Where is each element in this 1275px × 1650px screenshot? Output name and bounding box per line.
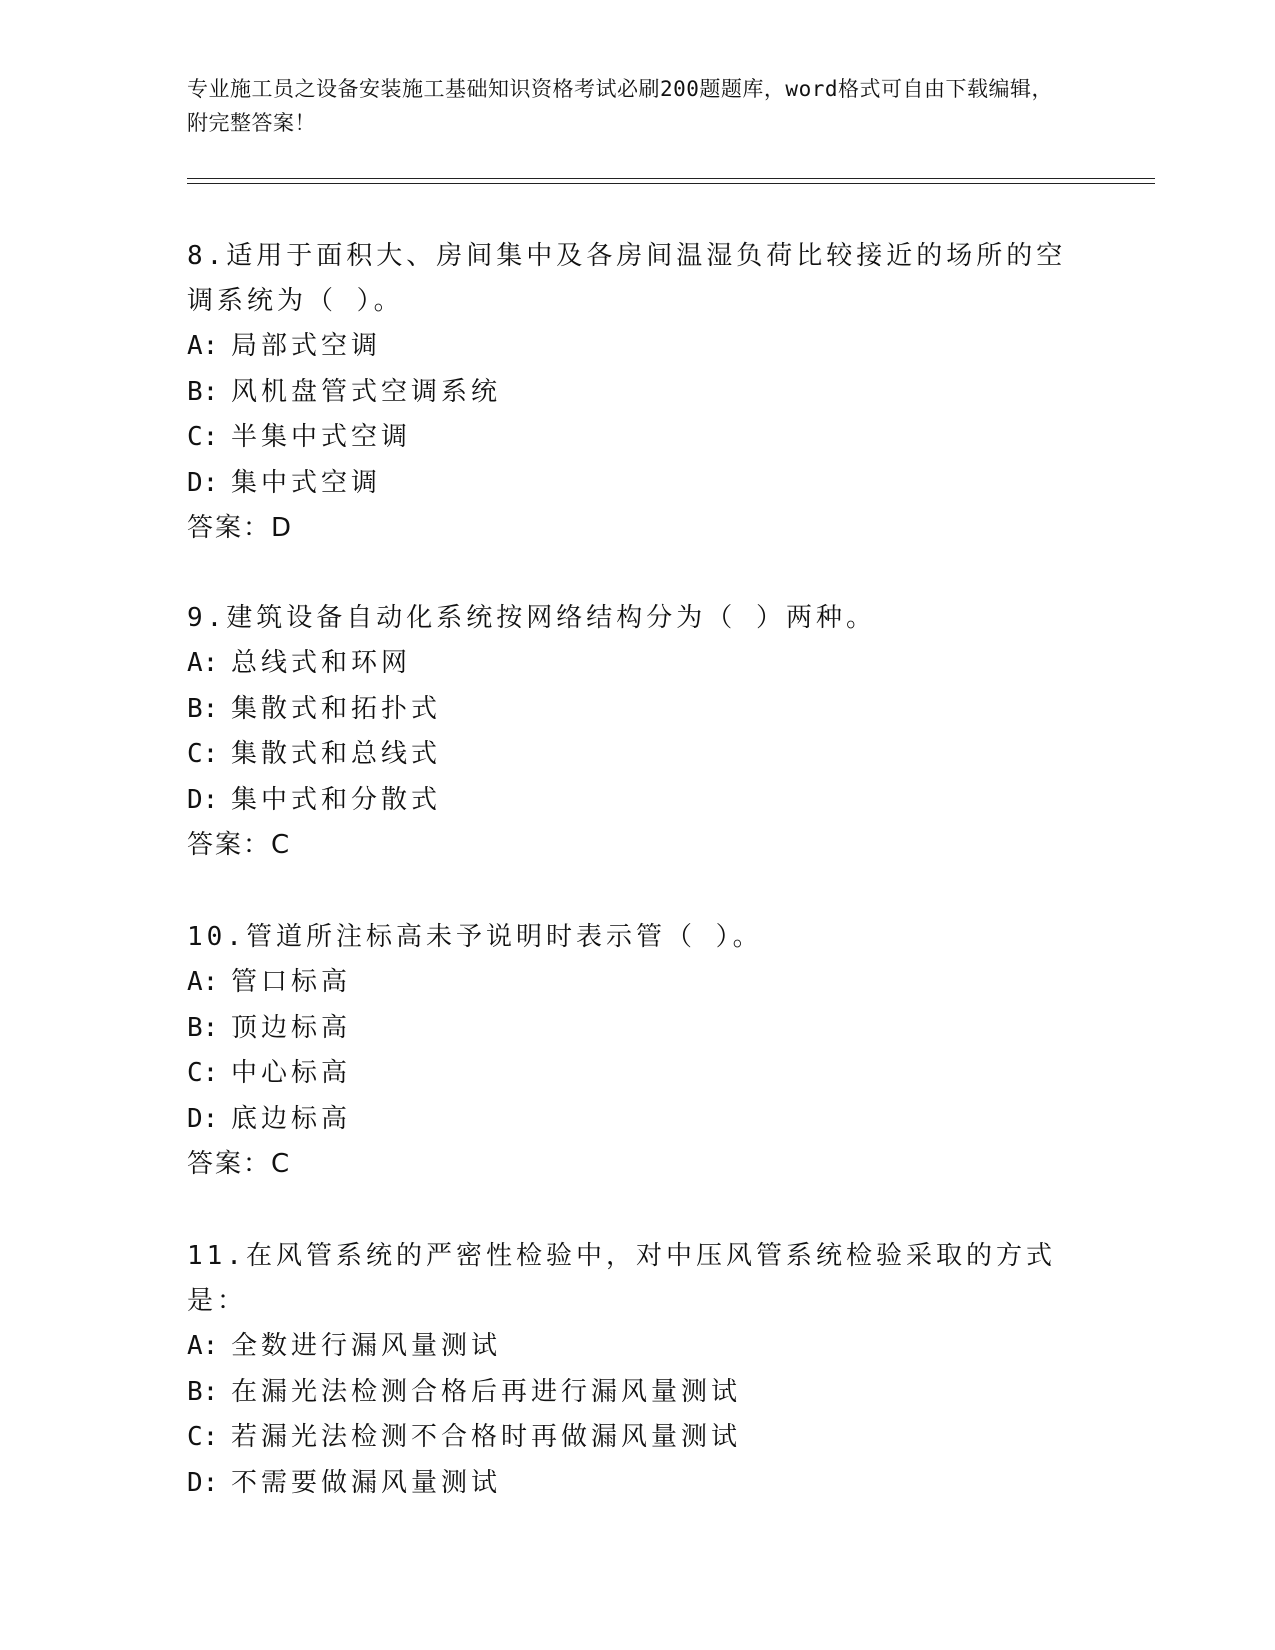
option-text: 若漏光法检测不合格时再做漏风量测试 <box>231 1422 742 1452</box>
option-c <box>187 1415 1087 1461</box>
option-a <box>187 960 1087 1006</box>
option-text: 风机盘管式空调系统 <box>231 376 502 407</box>
option-d <box>187 1461 1087 1507</box>
option-a <box>187 324 1087 370</box>
option-b <box>187 370 1087 416</box>
option-letter: B: <box>187 693 219 724</box>
option-letter: A: <box>187 331 219 361</box>
option-text: 顶边标高 <box>231 1012 352 1043</box>
document-header <box>187 72 1067 140</box>
option-letter: A: <box>187 648 219 678</box>
option-letter: B: <box>187 1376 219 1407</box>
question-stem: 8.适用于面积大、房间集中及各房间温湿负荷比较接近的场所的空调系统为（ ）。 <box>187 241 1067 316</box>
option-text: 局部式空调 <box>231 331 382 361</box>
option-letter: C: <box>187 1058 219 1088</box>
option-text: 管口标高 <box>231 967 352 997</box>
answer-line: 答案：C <box>187 830 292 860</box>
option-text: 集中式和分散式 <box>231 784 442 815</box>
option-letter: B: <box>187 376 219 407</box>
option-letter: C: <box>187 1422 219 1452</box>
option-a <box>187 641 1087 687</box>
option-c <box>187 1051 1087 1097</box>
option-b <box>187 1006 1087 1052</box>
answer-line: 答案：C <box>187 1149 292 1179</box>
option-text: 底边标高 <box>231 1103 352 1134</box>
question-10 <box>187 915 1087 1187</box>
header-divider-top <box>187 178 1155 179</box>
question-9 <box>187 596 1087 868</box>
question-stem: 11.在风管系统的严密性检验中，对中压风管系统检验采取的方式是： <box>187 1241 1056 1316</box>
header-divider-bottom <box>187 183 1155 184</box>
option-text: 半集中式空调 <box>231 422 412 452</box>
question-8 <box>187 234 1087 551</box>
option-d <box>187 461 1087 507</box>
question-11 <box>187 1234 1087 1506</box>
option-text: 总线式和环网 <box>231 648 412 678</box>
option-c <box>187 415 1087 461</box>
option-letter: D: <box>187 1467 219 1498</box>
option-text: 全数进行漏风量测试 <box>231 1331 502 1361</box>
answer-line: 答案：D <box>187 513 294 543</box>
option-letter: C: <box>187 739 219 769</box>
option-text: 不需要做漏风量测试 <box>231 1467 502 1498</box>
option-text: 集中式空调 <box>231 467 382 498</box>
option-text: 在漏光法检测合格后再进行漏风量测试 <box>231 1376 742 1407</box>
option-a <box>187 1324 1087 1370</box>
header-text: 专业施工员之设备安装施工基础知识资格考试必刷200题题库，word格式可自由下载编辑，附完整答案！ <box>187 77 1053 135</box>
option-letter: B: <box>187 1012 219 1043</box>
option-text: 中心标高 <box>231 1058 352 1088</box>
option-d <box>187 1097 1087 1143</box>
option-letter: C: <box>187 422 219 452</box>
question-stem: 9.建筑设备自动化系统按网络结构分为（ ）两种。 <box>187 603 876 633</box>
option-letter: A: <box>187 1331 219 1361</box>
option-text: 集散式和总线式 <box>231 739 442 769</box>
option-letter: D: <box>187 467 219 498</box>
option-letter: D: <box>187 784 219 815</box>
option-b <box>187 687 1087 733</box>
question-stem: 10.管道所注标高未予说明时表示管（ ）。 <box>187 922 763 952</box>
option-b <box>187 1370 1087 1416</box>
option-letter: A: <box>187 967 219 997</box>
option-letter: D: <box>187 1103 219 1134</box>
option-d <box>187 778 1087 824</box>
option-text: 集散式和拓扑式 <box>231 693 442 724</box>
option-c <box>187 732 1087 778</box>
